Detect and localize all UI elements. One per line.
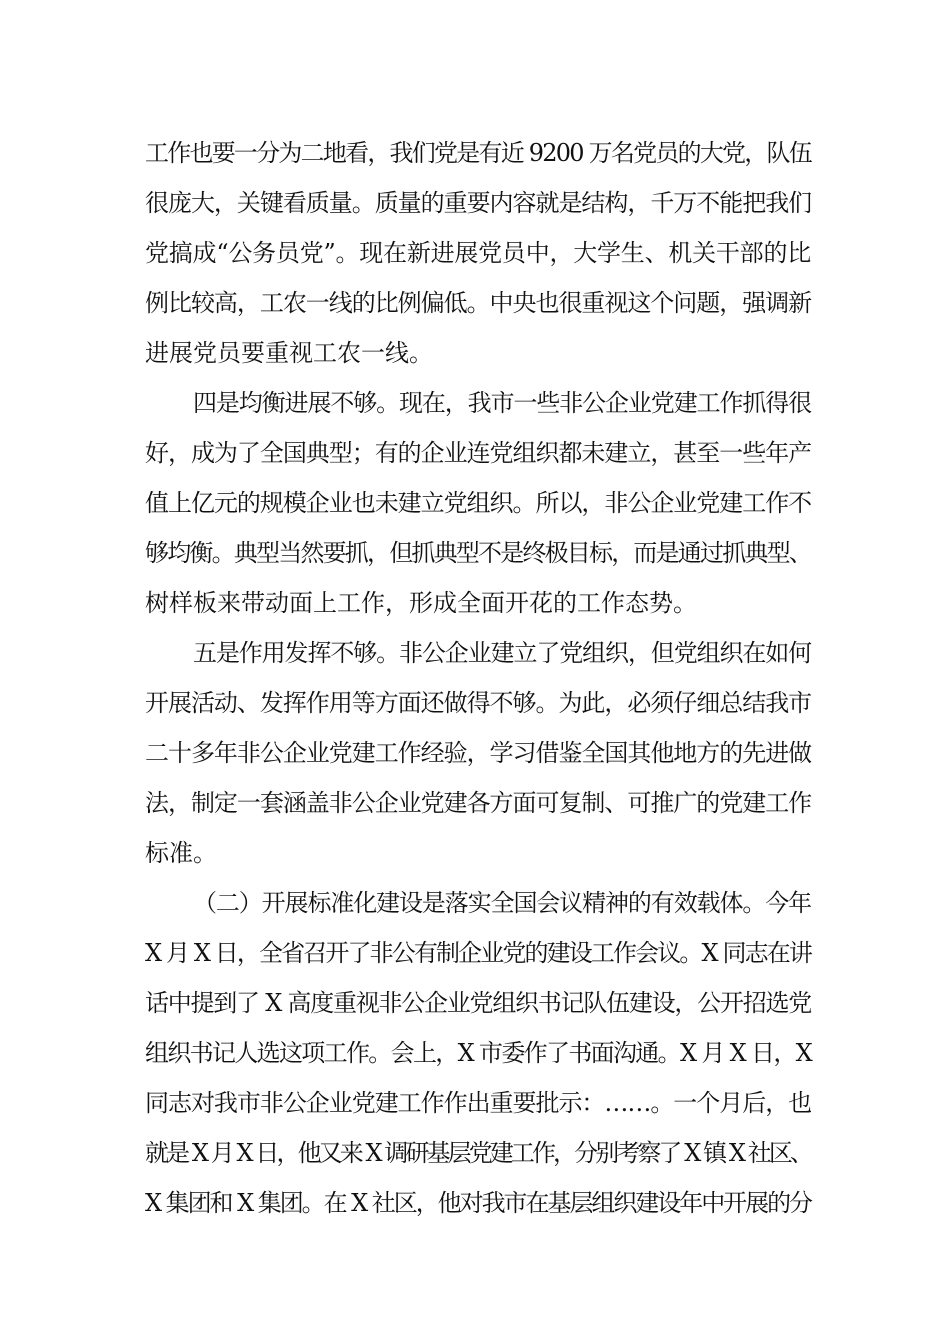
text-line: 开展活动、发挥作用等方面还做得不够。为此，必须仔细总结我市 xyxy=(145,689,812,717)
text-line: （二）开展标准化建设是落实全国会议精神的有效载体。今年 xyxy=(193,889,812,917)
document-body xyxy=(145,128,811,1228)
text-line: 树样板来带动面上工作，形成全面开花的工作态势。 xyxy=(145,589,697,617)
text-line: 党搞成“公务员党”。现在新进展党员中，大学生、机关干部的比 xyxy=(145,239,811,267)
text-line: 很庞大，关键看质量。质量的重要内容就是结构，千万不能把我们 xyxy=(145,189,812,217)
text-line: 二十多年非公企业党建工作经验，学习借鉴全国其他地方的先进做 xyxy=(145,739,812,767)
paragraph xyxy=(145,378,811,628)
text-line: 法，制定一套涵盖非公企业党建各方面可复制、可推广的党建工作 xyxy=(145,789,812,817)
text-line: 值上亿元的规模企业也未建立党组织。所以，非公企业党建工作不 xyxy=(145,489,812,517)
text-line: 组织书记人选这项工作。会上，X 市委作了书面沟通。X 月 X 日，X xyxy=(145,1039,812,1067)
paragraph xyxy=(145,128,811,378)
text-line: 就是 X 月 X 日，他又来 X 调研基层党建工作，分别考察了 X 镇 X 社区、 xyxy=(145,1139,811,1167)
text-line: 工作也要一分为二地看，我们党是有近 9200 万名党员的大党，队伍 xyxy=(145,139,811,167)
text-line: 标准。 xyxy=(145,839,217,867)
paragraph xyxy=(145,628,811,878)
text-line: 话中提到了 X 高度重视非公企业党组织书记队伍建设，公开招选党 xyxy=(145,989,811,1017)
text-line: 四是均衡进展不够。现在，我市一些非公企业党建工作抓得很 xyxy=(193,389,812,417)
text-line: 五是作用发挥不够。非公企业建立了党组织，但党组织在如何 xyxy=(193,639,812,667)
text-line: X 月 X 日，全省召开了非公有制企业党的建设工作会议。X 同志在讲 xyxy=(145,939,811,967)
text-line: X 集团和 X 集团。在 X 社区，他对我市在基层组织建设年中开展的分 xyxy=(145,1189,812,1217)
text-line: 进展党员要重视工农一线。 xyxy=(145,339,433,367)
paragraph xyxy=(145,878,811,1228)
text-line: 同志对我市非公企业党建工作作出重要批示：……。一个月后，也 xyxy=(145,1089,812,1117)
text-line: 好，成为了全国典型；有的企业连党组织都未建立，甚至一些年产 xyxy=(145,439,812,467)
text-line: 例比较高，工农一线的比例偏低。中央也很重视这个问题，强调新 xyxy=(145,289,812,317)
text-line: 够均衡。典型当然要抓，但抓典型不是终极目标，而是通过抓典型、 xyxy=(145,539,811,567)
